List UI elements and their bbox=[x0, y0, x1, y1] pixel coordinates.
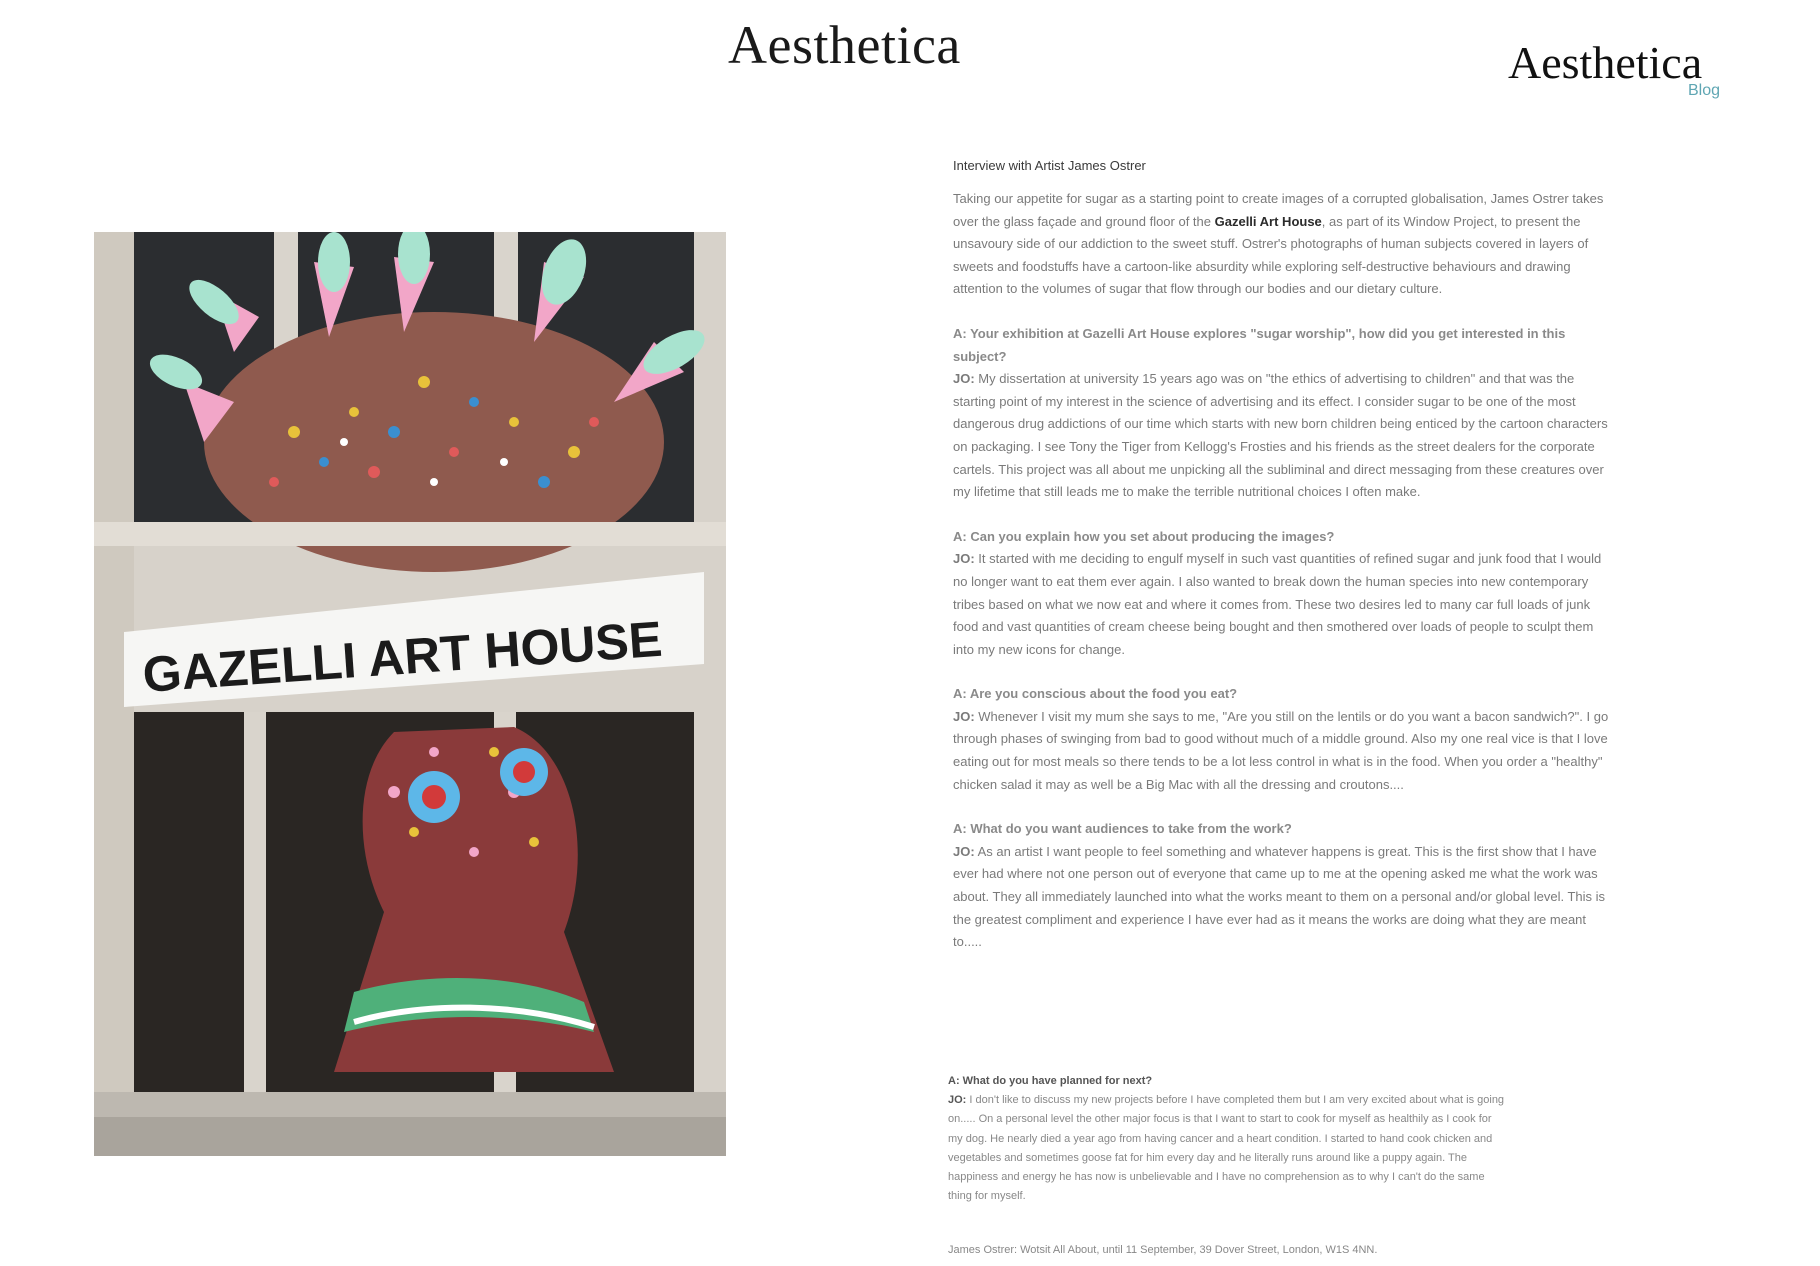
final-qa-block bbox=[948, 1072, 1508, 1206]
question: A: Are you conscious about the food you eat? bbox=[953, 686, 1238, 702]
final-answer-text: I don't like to discuss my new projects before I have completed them but I am very excited about what is going on..... On a personal level the other major focus is that I want to start to cook for myself as healthily as I cook for my dog. He nearly died a year ago from having cancer and a heart condition. I started to hand cook chicken and vegetables and sometimes goose fat for him every day and he literally runs around like a puppy again. The happiness and energy he has now is unbelievable and I have no comprehension as to why I can't do the same thing for myself. bbox=[948, 1094, 1505, 1203]
qa-block bbox=[953, 818, 1613, 954]
blog-logo-word: Aesthetica bbox=[1508, 37, 1703, 88]
question: A: Can you explain how you set about producing the images? bbox=[953, 528, 1335, 544]
intro-before: Taking our appetite for sugar as a starting point to create images of a corrupted globalisation, James Ostrer takes over the glass façade and ground floor of the bbox=[953, 191, 1604, 229]
sign-text: GAZELLI ART HOUSE bbox=[140, 610, 664, 703]
question: A: What do you want audiences to take from the work? bbox=[953, 821, 1292, 837]
final-answer-lead: JO: bbox=[948, 1094, 967, 1107]
answer-lead: JO: bbox=[953, 843, 975, 859]
blog-logo bbox=[1508, 37, 1728, 99]
answer-text: Whenever I visit my mum she says to me, "Are you still on the lentils or do you want a bacon sandwich?". I go through phases of swinging from bad to good without much of a middle ground. Also my one real vice is that I love eating out for most meals so there tends to be a lot less control in what is in the food. When you order a "healthy" chicken salad it may as well be a Big Mac with all the dressing and croutons.... bbox=[953, 708, 1609, 792]
question: A: Your exhibition at Gazelli Art House explores "sugar worship", how did you get interested in this subject? bbox=[953, 325, 1566, 364]
final-answer bbox=[948, 1091, 1508, 1206]
gallery-name: Gazelli Art House bbox=[1214, 213, 1322, 229]
answer bbox=[953, 841, 1613, 954]
answer bbox=[953, 548, 1613, 661]
answer-lead: JO: bbox=[953, 551, 975, 567]
final-question: A: What do you have planned for next? bbox=[948, 1075, 1153, 1087]
answer-text: As an artist I want people to feel something and whatever happens is great. This is the first show that I have ever had where not one person out of everyone that came up to me at the opening asked me what the work was about. They all immediately launched into what the works meant to them on a personal and/or global level. This is the greatest compliment and experience I have ever had as it means the works are doing what they are meant to..... bbox=[953, 843, 1606, 950]
intro-paragraph bbox=[953, 188, 1613, 301]
answer-lead: JO: bbox=[953, 708, 975, 724]
article-body bbox=[953, 158, 1613, 954]
gallery-photo bbox=[94, 232, 726, 1156]
answer bbox=[953, 368, 1613, 504]
qa-block bbox=[953, 683, 1613, 796]
intro-after: , as part of its Window Project, to present the unsavoury side of our addiction to the sweet stuff. Ostrer's photographs of human subjects covered in layers of sweets and foodstuffs have a cartoon-like absurdity while exploring self-destructive behaviours and drawing attention to the volumes of sugar that flow through our bodies and our dietary culture. bbox=[953, 213, 1589, 297]
exhibition-info: James Ostrer: Wotsit All About, until 11 September, 39 Dover Street, London, W1S 4NN. bbox=[948, 1244, 1378, 1256]
qa-block bbox=[953, 526, 1613, 662]
blog-logo-sub: Blog bbox=[1688, 82, 1721, 99]
answer-lead: JO: bbox=[953, 371, 975, 387]
answer-text: It started with me deciding to engulf myself in such vast quantities of refined sugar and junk food that I would no longer want to eat them ever again. I also wanted to break down the human species into new contemporary tribes based on what we now eat and where it comes from. These two desires led to many car full loads of junk food and vast quantities of cream cheese being bought and then smothered over loads of people to sculpt them into my new icons for change. bbox=[953, 551, 1602, 657]
answer-text: My dissertation at university 15 years ago was on "the ethics of advertising to children" and that was the starting point of my interest in the science of advertising and its effect. I consider sugar to be one of the most dangerous drug addictions of our time which starts with new born children being enticed by the cartoon characters on packaging. I see Tony the Tiger from Kellogg's Frosties and his friends as the street dealers for the corporate cartels. This project was all about me unpicking all the subliminal and direct messaging from these creatures over my lifetime that still leads me to make the terrible nutritional choices I often make. bbox=[953, 371, 1608, 500]
qa-block bbox=[953, 323, 1613, 504]
article-headline: Interview with Artist James Ostrer bbox=[953, 158, 1146, 173]
masthead-logo: Aesthetica bbox=[728, 15, 961, 75]
answer bbox=[953, 706, 1613, 796]
